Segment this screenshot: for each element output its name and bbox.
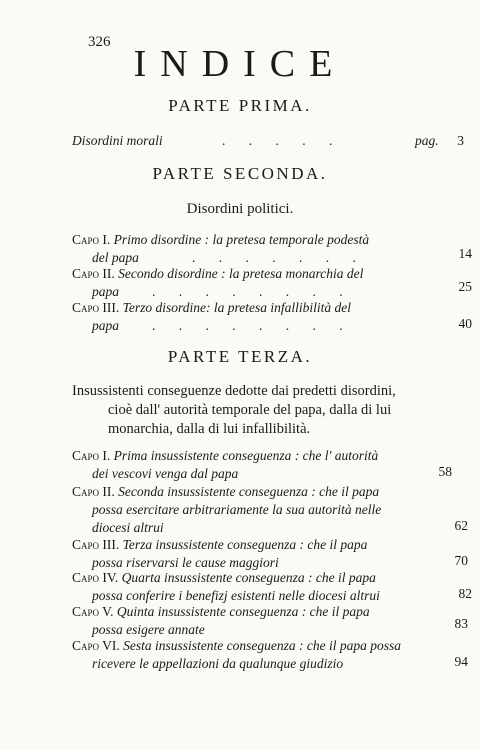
parte-prima-heading: PARTE PRIMA.	[168, 96, 312, 115]
parte-terza-heading: PARTE TERZA.	[167, 347, 313, 366]
page-ref: 25	[458, 279, 472, 294]
capo-label: Capo IV.	[72, 570, 119, 585]
leader-dots: . . . . . . .	[192, 250, 366, 265]
entry-line: Primo disordine : la pretesa temporale podestà	[113, 232, 370, 247]
entry-line: Seconda insussistente conseguenza : che il papa	[118, 484, 380, 499]
toc-entry-seconda-capo-2[interactable]	[72, 266, 472, 302]
page-label: pag.	[415, 133, 439, 148]
toc-entry-seconda-capo-3[interactable]	[72, 300, 472, 336]
page-ref: 62	[454, 518, 468, 533]
page-ref: 3	[457, 133, 464, 148]
leader-dots: . . . . . . . .	[152, 318, 353, 333]
entry-line: possa esigere annate	[92, 622, 205, 637]
capo-label: Capo VI.	[72, 638, 120, 653]
entry-line: del papa	[92, 250, 139, 265]
toc-entry-terza-capo-3[interactable]	[72, 537, 472, 573]
entry-line: ricevere le appellazioni da qualunque giudizio	[92, 656, 344, 671]
entry-line: Terza insussistente conseguenza : che il papa	[122, 537, 368, 552]
page-ref: 58	[438, 464, 452, 479]
entry-line: Terzo disordine: la pretesa infallibilità del	[122, 300, 352, 315]
entry-line: diocesi altrui	[92, 520, 164, 535]
toc-entry-terza-capo-6[interactable]	[72, 638, 472, 674]
capo-label: Capo II.	[72, 484, 115, 499]
entry-line: Sesta insussistente conseguenza : che il papa possa	[123, 638, 401, 653]
toc-entry-terza-capo-5[interactable]	[72, 604, 472, 640]
page-ref: 94	[454, 654, 468, 669]
entry-line: Quarta insussistente conseguenza : che il papa	[121, 570, 376, 585]
page-title: INDICE	[133, 43, 347, 85]
entry-line: possa esercitare arbitrariamente la sua autorità nelle	[92, 502, 382, 517]
page-ref: 83	[454, 616, 468, 631]
parte-seconda-subtitle: Disordini politici.	[186, 201, 294, 217]
leader-dots: . . . . . . . .	[152, 284, 353, 299]
entry-line: possa riservarsi le cause maggiori	[92, 555, 279, 570]
toc-entry-terza-capo-4[interactable]	[72, 570, 472, 606]
toc-entry-seconda-capo-1[interactable]	[72, 232, 472, 268]
intro-line: Insussistenti conseguenze dedotte dai predetti disordini,	[72, 383, 396, 399]
entry-line: Quinta insussistente conseguenza : che il papa	[116, 604, 370, 619]
toc-entry-terza-capo-1[interactable]	[72, 448, 472, 484]
entry-text: Disordini morali	[72, 133, 163, 148]
parte-seconda-heading: PARTE SECONDA.	[152, 164, 328, 183]
capo-label: Capo V.	[72, 604, 114, 619]
page-ref: 14	[458, 246, 472, 261]
capo-label: Capo II.	[72, 266, 115, 281]
intro-line: monarchia, dalla di lui infallibilità.	[108, 421, 311, 437]
capo-label: Capo III.	[72, 537, 120, 552]
entry-line: papa	[92, 284, 119, 299]
entry-line: Prima insussistente conseguenza : che l' autorità	[113, 448, 379, 463]
capo-label: Capo I.	[72, 232, 111, 247]
toc-entry-terza-capo-2[interactable]	[72, 484, 472, 538]
page-number: 326	[88, 34, 111, 50]
entry-line: possa conferire i benefizj esistenti nelle diocesi altrui	[92, 588, 380, 603]
entry-line: dei vescovi venga dal papa	[92, 466, 239, 481]
capo-label: Capo III.	[72, 300, 120, 315]
entry-line: papa	[92, 318, 119, 333]
capo-label: Capo I.	[72, 448, 111, 463]
page-ref: 82	[458, 586, 472, 601]
parte-terza-intro	[72, 382, 476, 439]
intro-line: cioè dall' autorità temporale del papa, dalla di lui	[108, 402, 392, 418]
page-ref: 40	[458, 316, 472, 331]
page-ref: 70	[454, 553, 468, 568]
entry-line: Secondo disordine : la pretesa monarchia del	[118, 266, 364, 281]
leader-dots: . . . . .	[222, 133, 343, 148]
